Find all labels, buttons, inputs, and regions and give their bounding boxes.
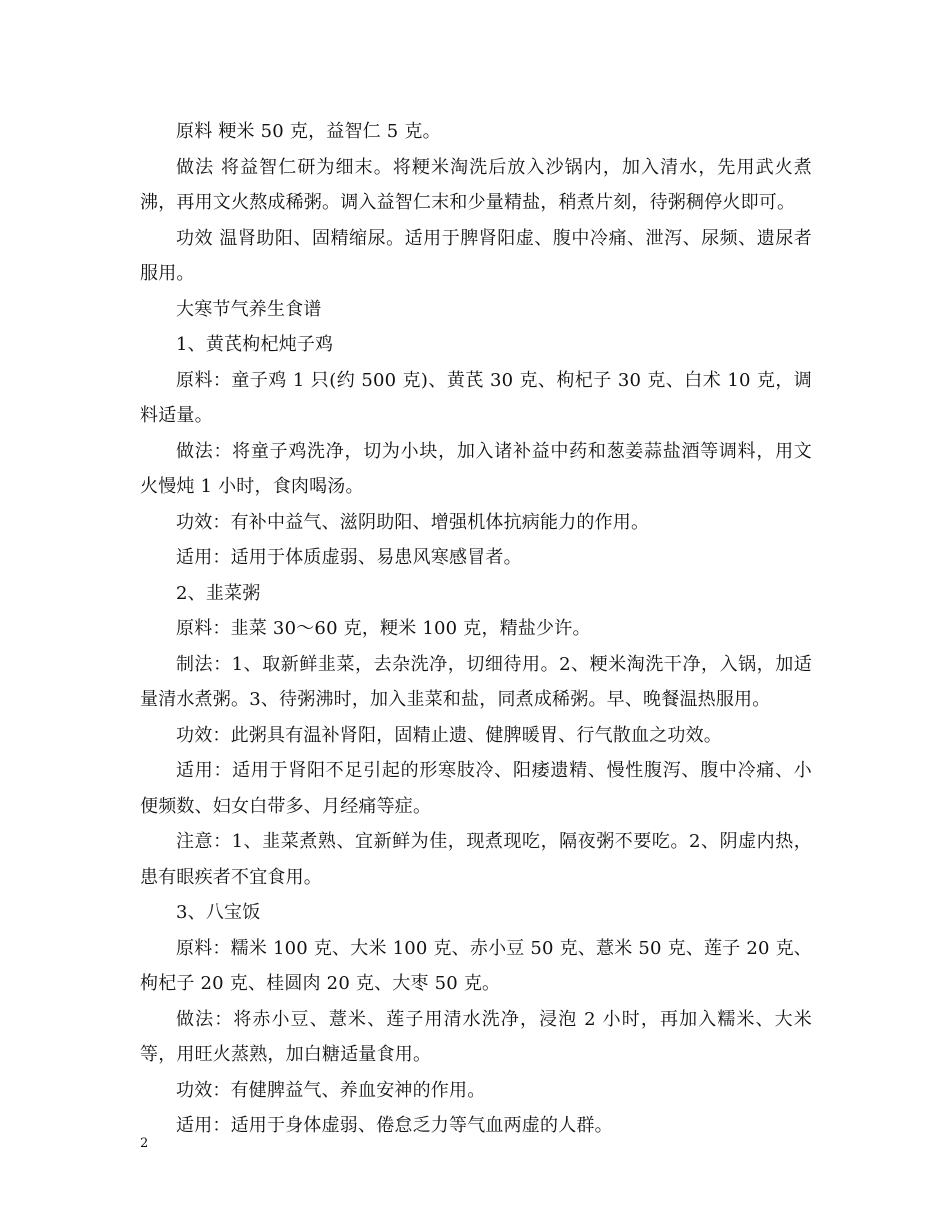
recipe-3-suitable: 适用：适用于身体虚弱、倦怠乏力等气血两虚的人群。 bbox=[176, 1115, 613, 1136]
recipe-2-method: 制法：1、取新鲜韭菜，去杂洗净，切细待用。2、粳米淘洗干净，入锅，加适量清水煮粥。3、待粥沸时，加入韭菜和盐，同煮成稀粥。早、晚餐温热服用。 bbox=[140, 653, 812, 710]
recipe-1-effect: 功效：有补中益气、滋阴助阳、增强机体抗病能力的作用。 bbox=[176, 511, 650, 533]
paragraph-ingredients-1: 原料 粳米 50 克，益智仁 5 克。 bbox=[176, 121, 441, 142]
recipe-1-ingredients: 原料：童子鸡 1 只(约 500 克)、黄芪 30 克、枸杞子 30 克、白术 10 克，调料适量。 bbox=[140, 369, 812, 426]
recipe-3-ingredients: 原料：糯米 100 克、大米 100 克、赤小豆 50 克、薏米 50 克、莲子 20 克、枸杞子 20 克、桂圆肉 20 克、大枣 50 克。 bbox=[140, 937, 812, 994]
section-heading-recipes: 大寒节气养生食谱 bbox=[176, 298, 322, 320]
recipe-title-1: 1、黄芪枸杞炖子鸡 bbox=[176, 334, 334, 355]
recipe-title-3: 3、八宝饭 bbox=[176, 902, 261, 923]
paragraph-effect-1: 功效 温肾助阳、固精缩尿。适用于脾肾阳虚、腹中冷痛、泄泻、尿频、遗尿者服用。 bbox=[140, 227, 812, 284]
recipe-2-ingredients: 原料：韭菜 30～60 克，粳米 100 克，精盐少许。 bbox=[176, 618, 591, 639]
recipe-3-method: 做法：将赤小豆、薏米、莲子用清水洗净，浸泡 2 小时，再加入糯米、大米等，用旺火蒸熟，加白糖适量食用。 bbox=[140, 1008, 812, 1065]
recipe-2-suitable: 适用：适用于肾阳不足引起的形寒肢冷、阳痿遗精、慢性腹泻、腹中冷痛、小便频数、妇女白带多、月经痛等症。 bbox=[140, 760, 812, 817]
recipe-1-suitable: 适用：适用于体质虚弱、易患风寒感冒者。 bbox=[176, 547, 522, 568]
document-body bbox=[140, 114, 812, 1144]
recipe-1-method: 做法：将童子鸡洗净，切为小块，加入诸补益中药和葱姜蒜盐酒等调料，用文火慢炖 1 小时，食肉喝汤。 bbox=[140, 440, 812, 497]
recipe-2-effect: 功效：此粥具有温补肾阳，固精止遗、健脾暖胃、行气散血之功效。 bbox=[176, 724, 722, 746]
recipe-3-effect: 功效：有健脾益气、养血安神的作用。 bbox=[176, 1079, 486, 1101]
recipe-title-2: 2、韭菜粥 bbox=[176, 582, 261, 604]
paragraph-method-1: 做法 将益智仁研为细末。将粳米淘洗后放入沙锅内，加入清水，先用武火煮沸，再用文火熬成稀粥。调入益智仁末和少量精盐，稍煮片刻，待粥稠停火即可。 bbox=[140, 156, 812, 213]
recipe-2-note: 注意：1、韭菜煮熟、宜新鲜为佳，现煮现吃，隔夜粥不要吃。2、阴虚内热，患有眼疾者不宜食用。 bbox=[140, 831, 812, 888]
page-number: 2 bbox=[140, 1136, 149, 1151]
